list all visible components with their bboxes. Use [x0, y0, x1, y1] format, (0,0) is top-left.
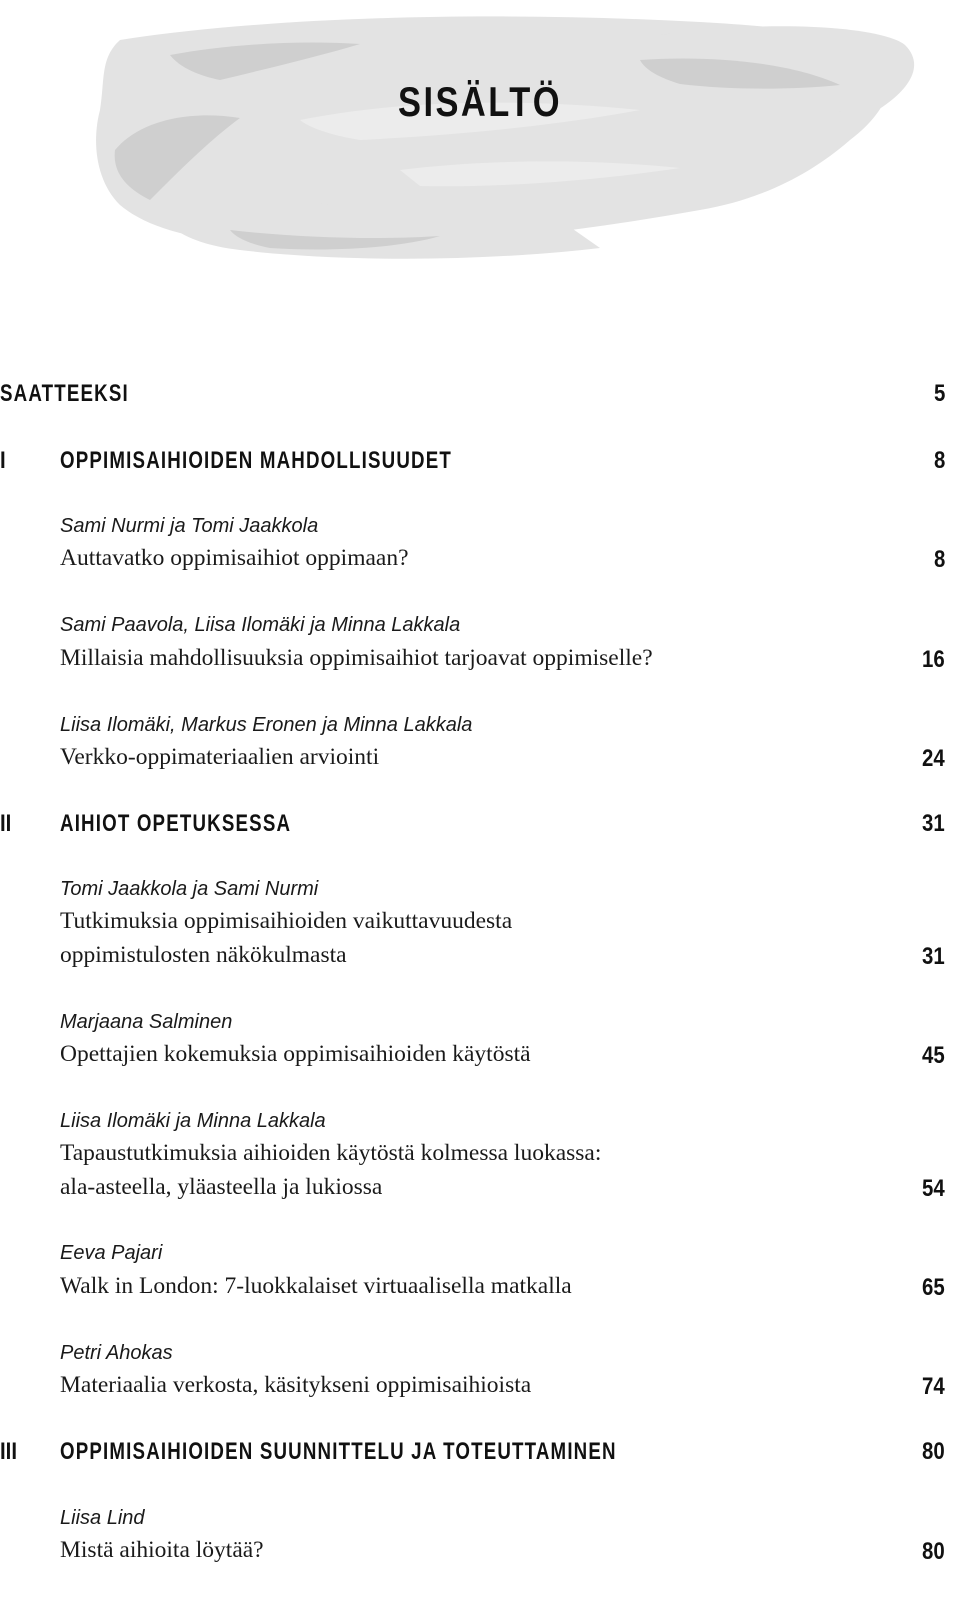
section-title: SAATTEEKSI	[0, 380, 129, 407]
page-number: 8	[933, 546, 945, 573]
page-number: 54	[922, 1175, 945, 1202]
article-authors: Tomi Jaakkola ja Sami Nurmi	[60, 878, 319, 900]
section-title: AIHIOT OPETUKSESSA	[60, 810, 292, 837]
article-title: Tutkimuksia oppimisaihioiden vaikuttavuudesta	[60, 908, 513, 934]
article-title: Walk in London: 7-luokkalaiset virtuaalisella matkalla	[60, 1273, 572, 1299]
article-authors: Eeva Pajari	[60, 1242, 163, 1264]
page-number: 74	[922, 1373, 945, 1400]
page-number: 31	[922, 810, 945, 837]
article-title: Tapaustutkimuksia aihioiden käytöstä kolmessa luokassa:	[60, 1140, 602, 1166]
article-authors: Sami Nurmi ja Tomi Jaakkola	[60, 515, 319, 537]
article-title: Millaisia mahdollisuuksia oppimisaihiot tarjoavat oppimiselle?	[60, 645, 653, 671]
article-title: oppimistulosten näkökulmasta	[60, 942, 347, 968]
page-number: 80	[922, 1538, 945, 1565]
article-authors: Sami Paavola, Liisa Ilomäki ja Minna Lakkala	[60, 614, 461, 636]
section-numeral: II	[0, 810, 12, 837]
page-number: 80	[922, 1438, 945, 1465]
article-title: Verkko-oppimateriaalien arviointi	[60, 744, 380, 770]
page-number: 31	[922, 943, 945, 970]
article-title: Auttavatko oppimisaihiot oppimaan?	[60, 545, 409, 571]
section-title: OPPIMISAIHIOIDEN MAHDOLLISUUDET	[60, 447, 452, 474]
page-title: SISÄLTÖ	[398, 78, 562, 125]
page-number: 8	[933, 447, 945, 474]
article-authors: Liisa Ilomäki ja Minna Lakkala	[60, 1110, 326, 1132]
article-authors: Liisa Lind	[60, 1507, 145, 1529]
article-title: Opettajien kokemuksia oppimisaihioiden käytöstä	[60, 1041, 531, 1067]
article-authors: Marjaana Salminen	[60, 1011, 233, 1033]
section-numeral: I	[0, 447, 6, 474]
page-number: 24	[922, 745, 945, 772]
section-title: OPPIMISAIHIOIDEN SUUNNITTELU JA TOTEUTTAMINEN	[60, 1438, 617, 1465]
section-numeral: III	[0, 1438, 18, 1465]
page-number: 65	[922, 1274, 945, 1301]
article-authors: Petri Ahokas	[60, 1342, 173, 1364]
article-authors: Liisa Ilomäki, Markus Eronen ja Minna Lakkala	[60, 714, 473, 736]
page-number: 16	[922, 646, 945, 673]
page-number: 5	[933, 380, 945, 407]
article-title: Materiaalia verkosta, käsitykseni oppimisaihioista	[60, 1372, 532, 1398]
article-title: Mistä aihioita löytää?	[60, 1537, 264, 1563]
article-title: ala-asteella, yläasteella ja lukiossa	[60, 1174, 383, 1200]
brush-stroke-background	[0, 0, 960, 270]
page-number: 45	[922, 1042, 945, 1069]
